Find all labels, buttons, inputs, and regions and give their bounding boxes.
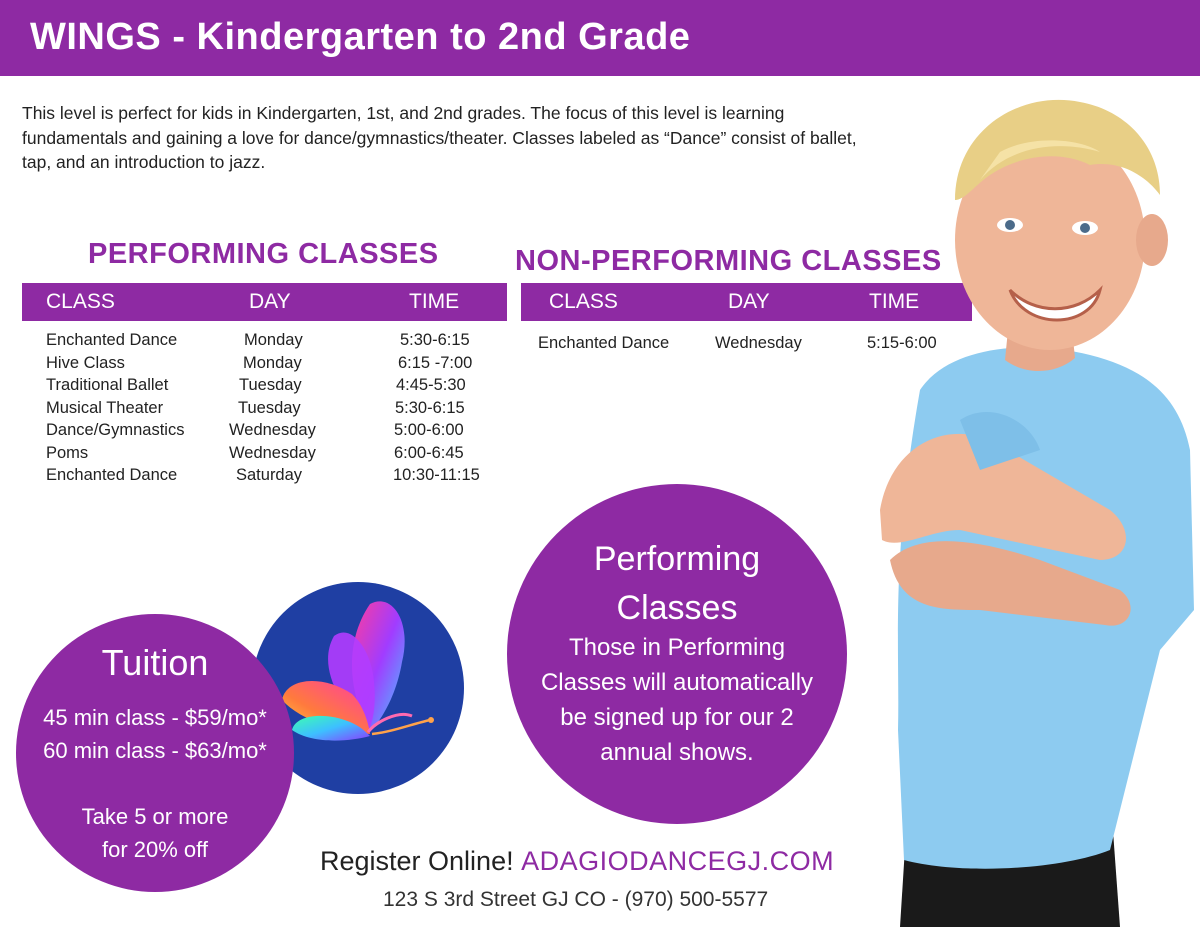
table-row	[46, 376, 506, 398]
day-cell: Tuesday	[238, 398, 301, 417]
table-row	[46, 331, 506, 353]
performing-info-circle	[507, 484, 847, 824]
time-cell: 5:15-6:00	[867, 334, 937, 352]
column-time: TIME	[869, 290, 920, 313]
address-phone: 123 S 3rd Street GJ CO - (970) 500-5577	[383, 888, 769, 911]
performing-info-body-line4: annual shows.	[600, 739, 754, 766]
table-row	[46, 354, 506, 376]
performing-info-body-line3: be signed up for our 2	[560, 704, 794, 731]
day-cell: Wednesday	[229, 443, 316, 462]
day-cell: Monday	[244, 331, 303, 349]
register-online-line	[320, 846, 834, 877]
table-row	[46, 399, 506, 421]
page-title: WINGS - Kindergarten to 2nd Grade	[30, 16, 691, 58]
column-day: DAY	[728, 290, 770, 313]
table-row	[46, 444, 506, 466]
class-cell: Traditional Ballet	[46, 376, 169, 394]
performing-table-header	[22, 283, 507, 321]
time-cell: 6:15 -7:00	[398, 353, 473, 372]
class-cell: Hive Class	[46, 353, 125, 372]
performing-info-title-line2: Classes	[616, 589, 738, 627]
boy-illustration	[860, 90, 1200, 927]
column-time: TIME	[409, 290, 460, 313]
class-cell: Enchanted Dance	[46, 331, 178, 349]
day-cell: Monday	[243, 353, 302, 372]
column-class: CLASS	[549, 290, 618, 313]
header-bar	[0, 0, 1200, 76]
smiling-boy-photo	[860, 90, 1200, 927]
register-prefix: Register Online!	[320, 846, 514, 876]
time-cell: 5:00-6:00	[394, 421, 464, 439]
tuition-discount-line1: Take 5 or more	[81, 804, 229, 829]
tuition-45-min-price: 45 min class - $59/mo*	[43, 705, 267, 730]
day-cell: Wednesday	[715, 334, 802, 352]
tuition-60-min-price: 60 min class - $63/mo*	[43, 738, 267, 763]
performing-info-title-line1: Performing	[593, 540, 761, 578]
time-cell: 4:45-5:30	[396, 376, 466, 394]
tuition-discount-line2: for 20% off	[102, 837, 208, 862]
performing-info-body-line1: Those in Performing	[568, 634, 786, 661]
table-row	[46, 466, 506, 488]
table-row	[46, 421, 506, 443]
tuition-circle	[16, 614, 294, 892]
time-cell: 5:30-6:15	[395, 398, 465, 417]
class-cell: Enchanted Dance	[46, 466, 178, 484]
non-performing-classes-heading: NON-PERFORMING CLASSES	[515, 245, 942, 277]
performing-classes-heading: PERFORMING CLASSES	[88, 238, 439, 270]
column-day: DAY	[249, 290, 291, 313]
website-link[interactable]: ADAGIODANCEGJ.COM	[521, 846, 835, 876]
day-cell: Saturday	[236, 466, 303, 484]
time-cell: 10:30-11:15	[393, 466, 480, 484]
day-cell: Tuesday	[239, 376, 302, 394]
day-cell: Wednesday	[229, 421, 316, 439]
performing-info-body-line2: Classes will automatically	[540, 669, 814, 696]
column-class: CLASS	[46, 290, 115, 313]
class-cell: Dance/Gymnastics	[46, 421, 185, 439]
tuition-title: Tuition	[101, 642, 209, 683]
class-cell: Enchanted Dance	[538, 334, 670, 352]
intro-paragraph: This level is perfect for kids in Kindergarten, 1st, and 2nd grades. The focus of this level is learning fundamentals and gaining a love for dance/gymnastics/theater. Classes labeled as “Dance” consist of ballet, tap, and an introduction to jazz.	[22, 103, 857, 172]
time-cell: 6:00-6:45	[394, 443, 464, 462]
time-cell: 5:30-6:15	[400, 331, 470, 349]
class-cell: Poms	[46, 443, 89, 462]
class-cell: Musical Theater	[46, 398, 164, 417]
